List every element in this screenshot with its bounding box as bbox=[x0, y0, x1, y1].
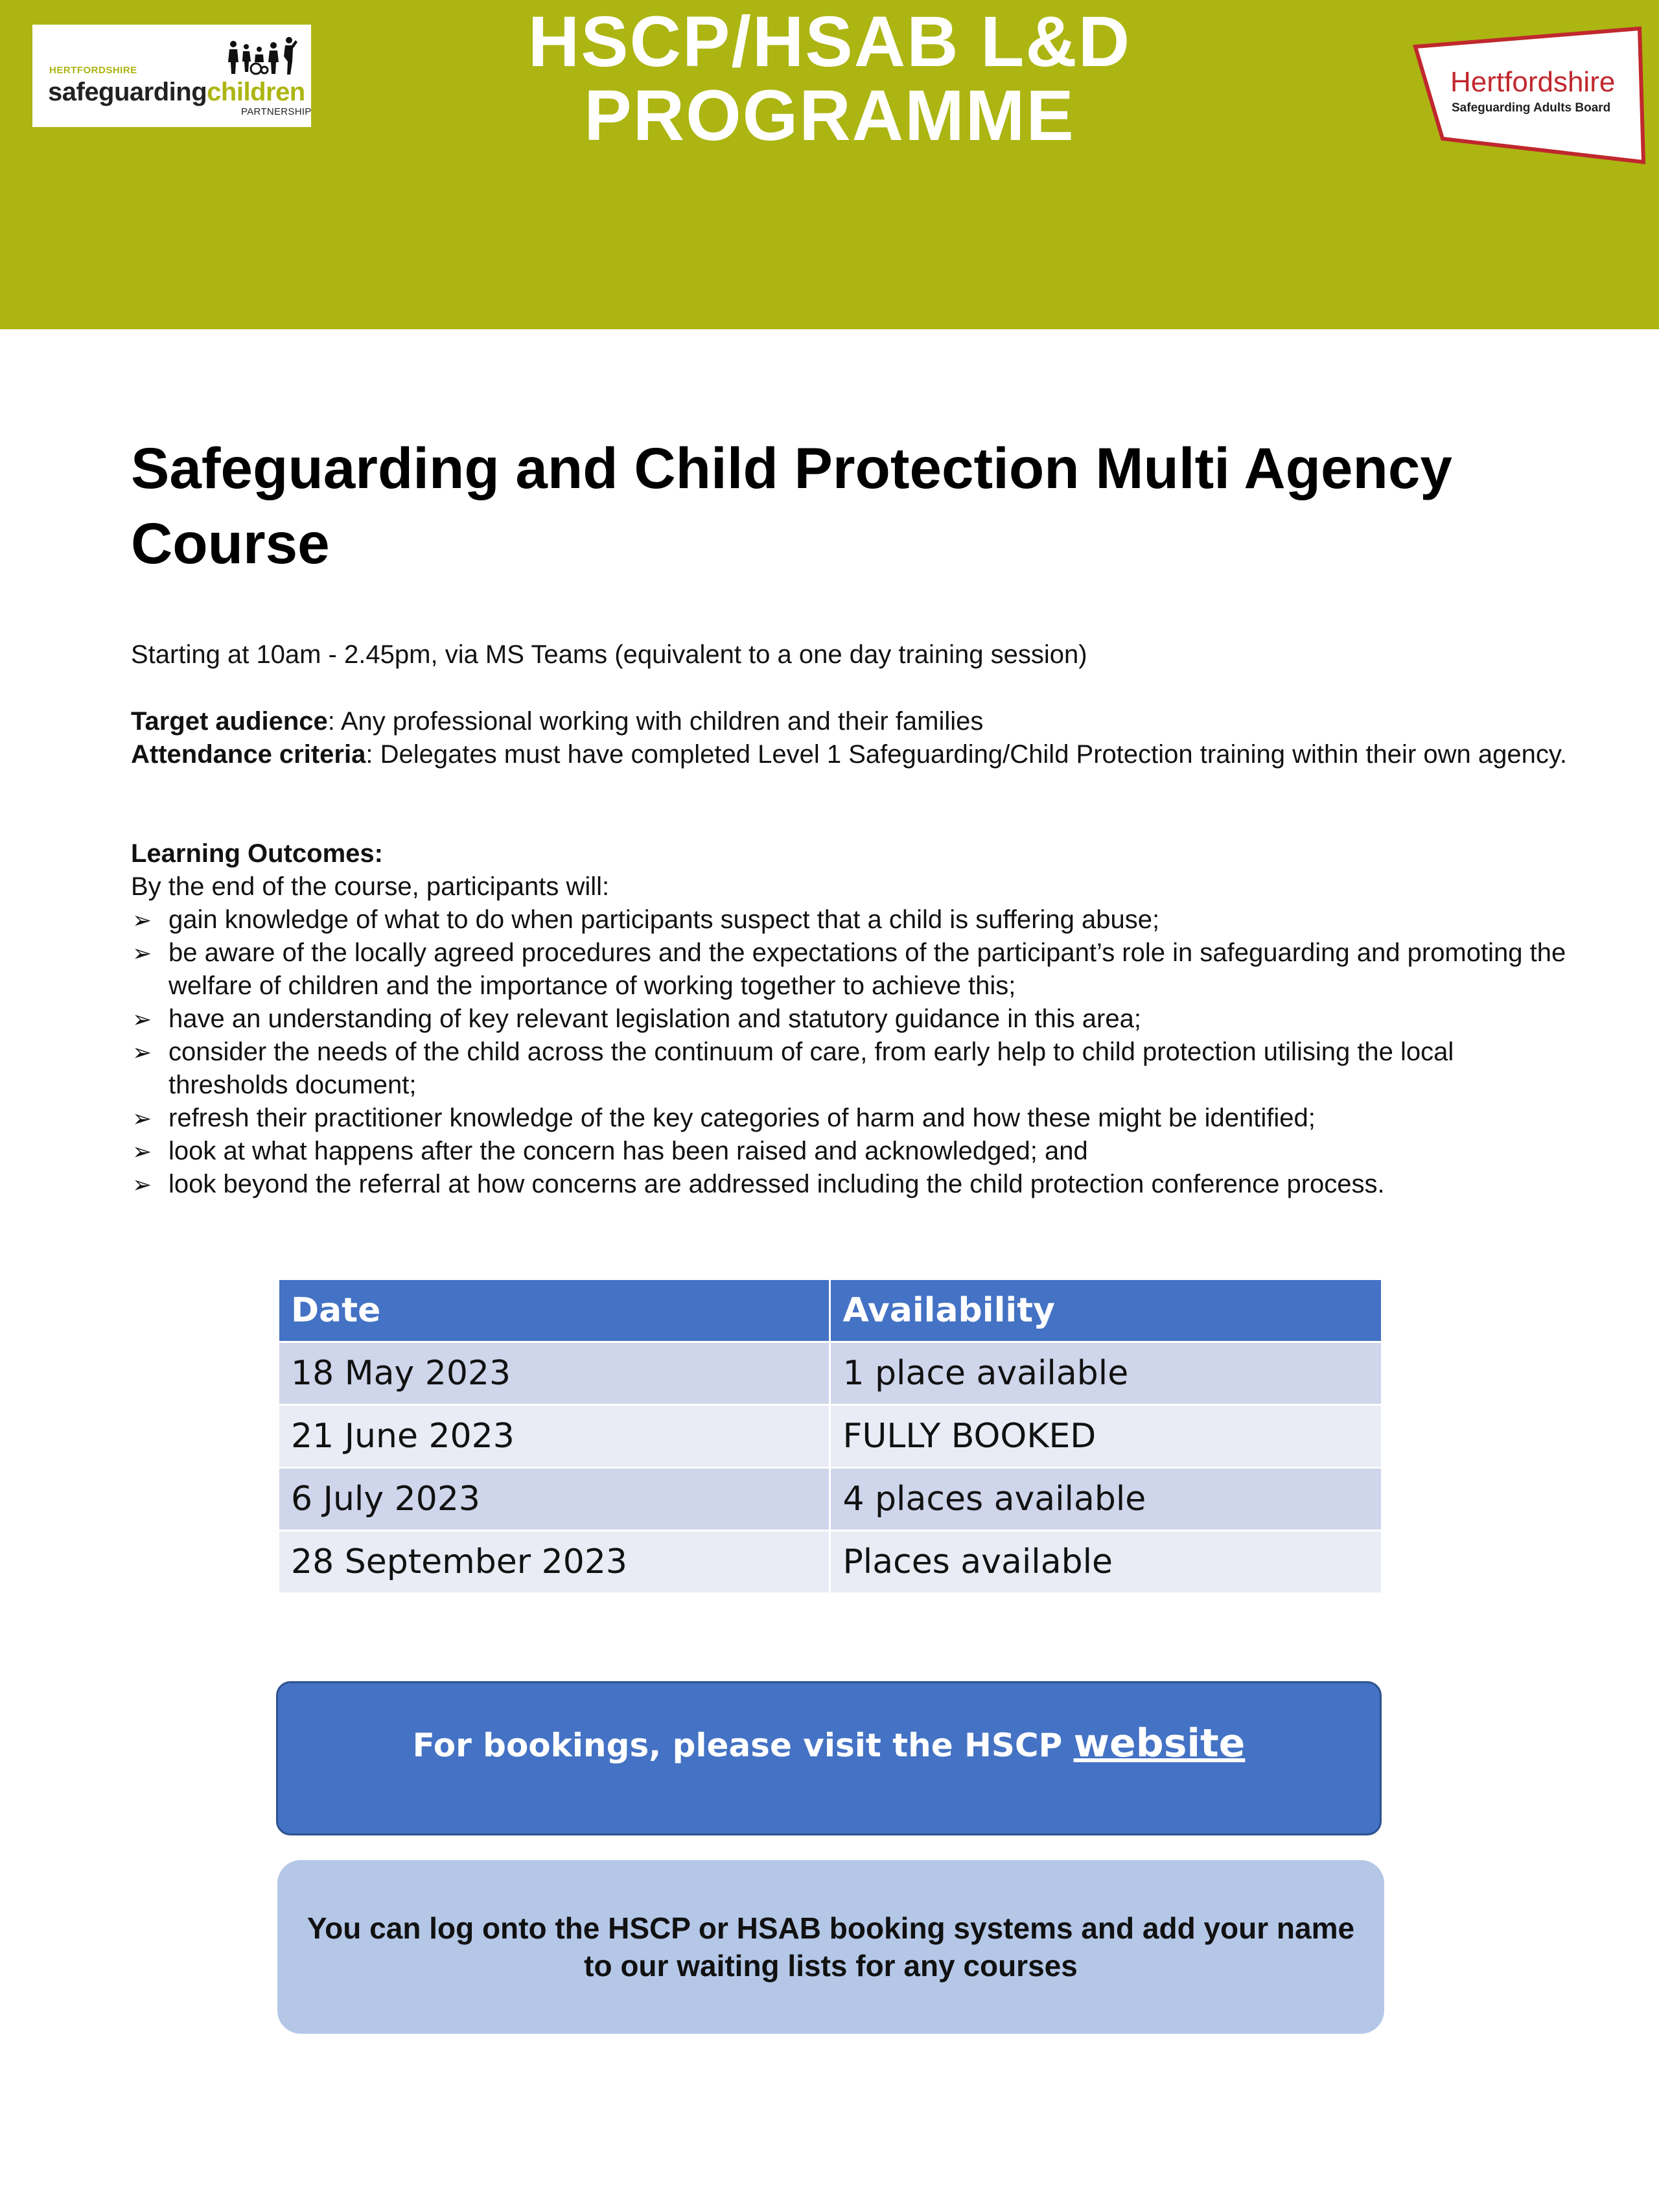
date-cell: 6 July 2023 bbox=[279, 1468, 830, 1531]
family-figures-icon bbox=[227, 35, 298, 76]
header-banner bbox=[0, 0, 1659, 329]
outcome-text: look at what happens after the concern has been raised and acknowledged; and bbox=[168, 1137, 1088, 1165]
outcome-item bbox=[131, 1036, 1576, 1102]
table-row bbox=[279, 1468, 1382, 1531]
arrow-bullet-icon: ➢ bbox=[132, 1171, 152, 1198]
waitlist-callout bbox=[277, 1860, 1384, 2034]
table-row bbox=[279, 1405, 1382, 1468]
outcome-text: consider the needs of the child across the continuum of care, from early help to child protection utilising the local thresholds document; bbox=[168, 1038, 1454, 1099]
programme-title-line1: HSCP/HSAB L&D bbox=[528, 2, 1131, 82]
hscp-logo-county: HERTFORDSHIRE bbox=[49, 65, 137, 76]
outcome-item bbox=[131, 1003, 1576, 1036]
arrow-bullet-icon: ➢ bbox=[132, 1138, 152, 1165]
date-cell: 28 September 2023 bbox=[279, 1531, 830, 1594]
attendance-criteria-text: : Delegates must have completed Level 1 Safeguarding/Child Protection training within their own agency. bbox=[365, 740, 1567, 769]
outcome-text: refresh their practitioner knowledge of the key categories of harm and how these might be identified; bbox=[168, 1104, 1316, 1132]
outcome-item bbox=[131, 903, 1576, 937]
arrow-bullet-icon: ➢ bbox=[132, 1006, 152, 1032]
outcome-item bbox=[131, 937, 1576, 1003]
arrow-bullet-icon: ➢ bbox=[132, 1105, 152, 1132]
arrow-bullet-icon: ➢ bbox=[132, 940, 152, 966]
outcome-item bbox=[131, 1135, 1576, 1168]
course-timing: Starting at 10am - 2.45pm, via MS Teams (equivalent to a one day training session) bbox=[131, 640, 1087, 669]
hscp-logo-word-children: children bbox=[207, 78, 305, 106]
booking-text bbox=[278, 1721, 1380, 1766]
outcome-text: have an understanding of key relevant legislation and statutory guidance in this area; bbox=[168, 1005, 1141, 1033]
date-cell: 21 June 2023 bbox=[279, 1405, 830, 1468]
hsab-logo-subtitle: Safeguarding Adults Board bbox=[1452, 101, 1611, 115]
arrow-bullet-icon: ➢ bbox=[132, 907, 152, 933]
hscp-logo-word-safeguarding: safeguarding bbox=[48, 78, 207, 106]
course-title: Safeguarding and Child Protection Multi Agency Course bbox=[131, 436, 1452, 576]
availability-cell: 1 place available bbox=[830, 1342, 1382, 1405]
table-row bbox=[279, 1342, 1382, 1405]
learning-outcomes-heading bbox=[131, 837, 1576, 870]
arrow-bullet-icon: ➢ bbox=[132, 1039, 152, 1065]
booking-message: For bookings, please visit the HSCP bbox=[412, 1727, 1074, 1764]
hscp-logo-partnership: PARTNERSHIP bbox=[241, 106, 312, 117]
table-header-row bbox=[279, 1279, 1382, 1342]
booking-callout bbox=[276, 1681, 1382, 1835]
table-row bbox=[279, 1531, 1382, 1594]
hscp-website-link[interactable]: website bbox=[1073, 1721, 1246, 1766]
outcome-item bbox=[131, 1168, 1576, 1201]
hsab-logo-name: Hertfordshire bbox=[1450, 66, 1616, 98]
outcome-text: gain knowledge of what to do when participants suspect that a child is suffering abuse; bbox=[168, 905, 1160, 934]
availability-cell: FULLY BOOKED bbox=[830, 1405, 1382, 1468]
hscp-logo bbox=[32, 25, 311, 127]
column-header-date: Date bbox=[279, 1279, 830, 1342]
column-header-availability: Availability bbox=[830, 1279, 1382, 1342]
target-audience-text: : Any professional working with children and their families bbox=[327, 707, 984, 736]
attendance-criteria bbox=[131, 738, 1576, 771]
learning-outcomes-heading-text: Learning Outcomes: bbox=[131, 839, 383, 868]
attendance-criteria-label: Attendance criteria bbox=[131, 740, 366, 769]
outcome-list bbox=[131, 903, 1576, 1201]
programme-title bbox=[363, 2, 1296, 156]
programme-title-line2: PROGRAMME bbox=[584, 76, 1075, 156]
outcome-text: look beyond the referral at how concerns are addressed including the child protection conference process. bbox=[168, 1170, 1385, 1198]
availability-cell: 4 places available bbox=[830, 1468, 1382, 1531]
outcome-item bbox=[131, 1102, 1576, 1135]
hscp-logo-wordmark bbox=[48, 78, 305, 107]
learning-outcomes-intro: By the end of the course, participants will: bbox=[131, 872, 610, 901]
schedule-table bbox=[277, 1278, 1383, 1594]
availability-cell: Places available bbox=[830, 1531, 1382, 1594]
date-cell: 18 May 2023 bbox=[279, 1342, 830, 1405]
learning-outcomes bbox=[131, 837, 1576, 1201]
hsab-logo bbox=[1413, 26, 1646, 169]
target-audience-label: Target audience bbox=[131, 707, 328, 736]
outcome-text: be aware of the locally agreed procedures and the expectations of the participant’s role in safeguarding and promoting the welfare of children and the importance of working together to achieve this; bbox=[168, 938, 1566, 1000]
course-requirements bbox=[131, 705, 1576, 771]
target-audience bbox=[131, 705, 1576, 738]
waitlist-text: You can log onto the HSCP or HSAB booking systems and add your name to our waiting lists for any courses bbox=[307, 1911, 1355, 1983]
